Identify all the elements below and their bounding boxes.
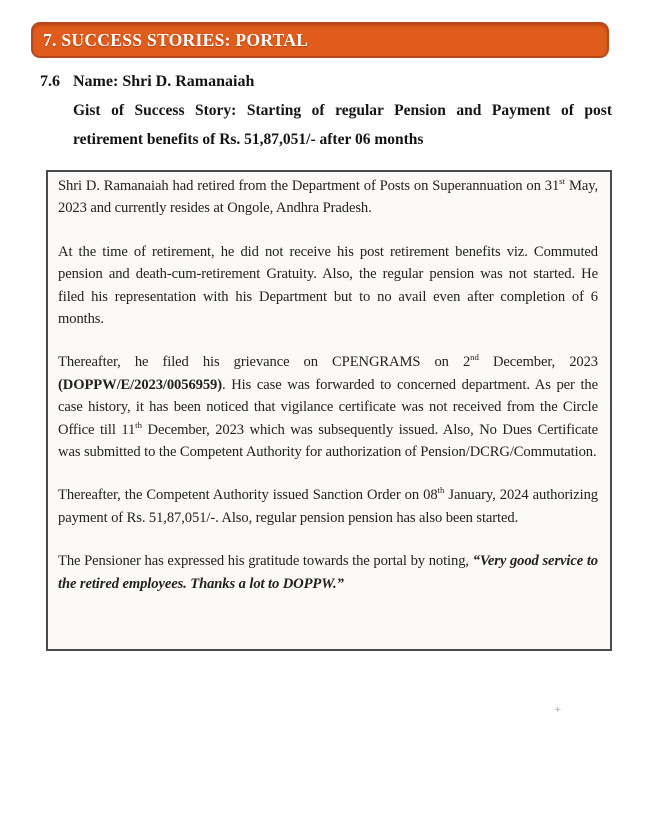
- story-paragraph-grievance-filed: Thereafter, he filed his grievance on CPENGRAMS on 2nd December, 2023 (DOPPW/E/2023/0056959). His case was forwarded to concerned department. As per the case history, it has been noticed that vigilance certificate was not received from the Circle Office till 11th December, 2023 which was subsequently issued. Also, No Dues Certificate was submitted to the Competent Authority for authorization of Pension/DCRG/Commutation.: [58, 352, 598, 461]
- gist-paragraph: Gist of Success Story: Starting of regular Pension and Payment of post retirement benefits of Rs. 51,87,051/- after 06 months: [73, 102, 612, 148]
- story-box: [46, 170, 612, 651]
- story-paragraph-sanction-order: Thereafter, the Competent Authority issued Sanction Order on 08th January, 2024 authorizing payment of Rs. 51,87,051/-. Also, regular pension pension has also been started.: [58, 485, 598, 526]
- section-header-banner: [31, 22, 609, 58]
- subsection-number: 7.6: [40, 73, 60, 90]
- section-header-title: 7. SUCCESS STORIES: PORTAL: [43, 29, 309, 50]
- story-paragraph-gratitude-quote: The Pensioner has expressed his gratitude towards the portal by noting, “Very good service to the retired employees. Thanks a lot to DOPPW.”: [58, 553, 598, 592]
- scan-artifact-dot: +: [554, 705, 562, 715]
- story-paragraph-benefits-not-received: At the time of retirement, he did not receive his post retirement benefits viz. Commuted pension and death-cum-retirement Gratuity. Also, the regular pension was not started. He filed his representation with his Department but to no avail even after completion of 6 months.: [58, 243, 598, 328]
- subsection-name: Name: Shri D. Ramanaiah: [73, 73, 255, 90]
- story-paragraph-retirement: Shri D. Ramanaiah had retired from the Department of Posts on Superannuation on 31st May, 2023 and currently resides at Ongole, Andhra Pradesh.: [58, 176, 598, 217]
- subsection-heading: [40, 73, 254, 91]
